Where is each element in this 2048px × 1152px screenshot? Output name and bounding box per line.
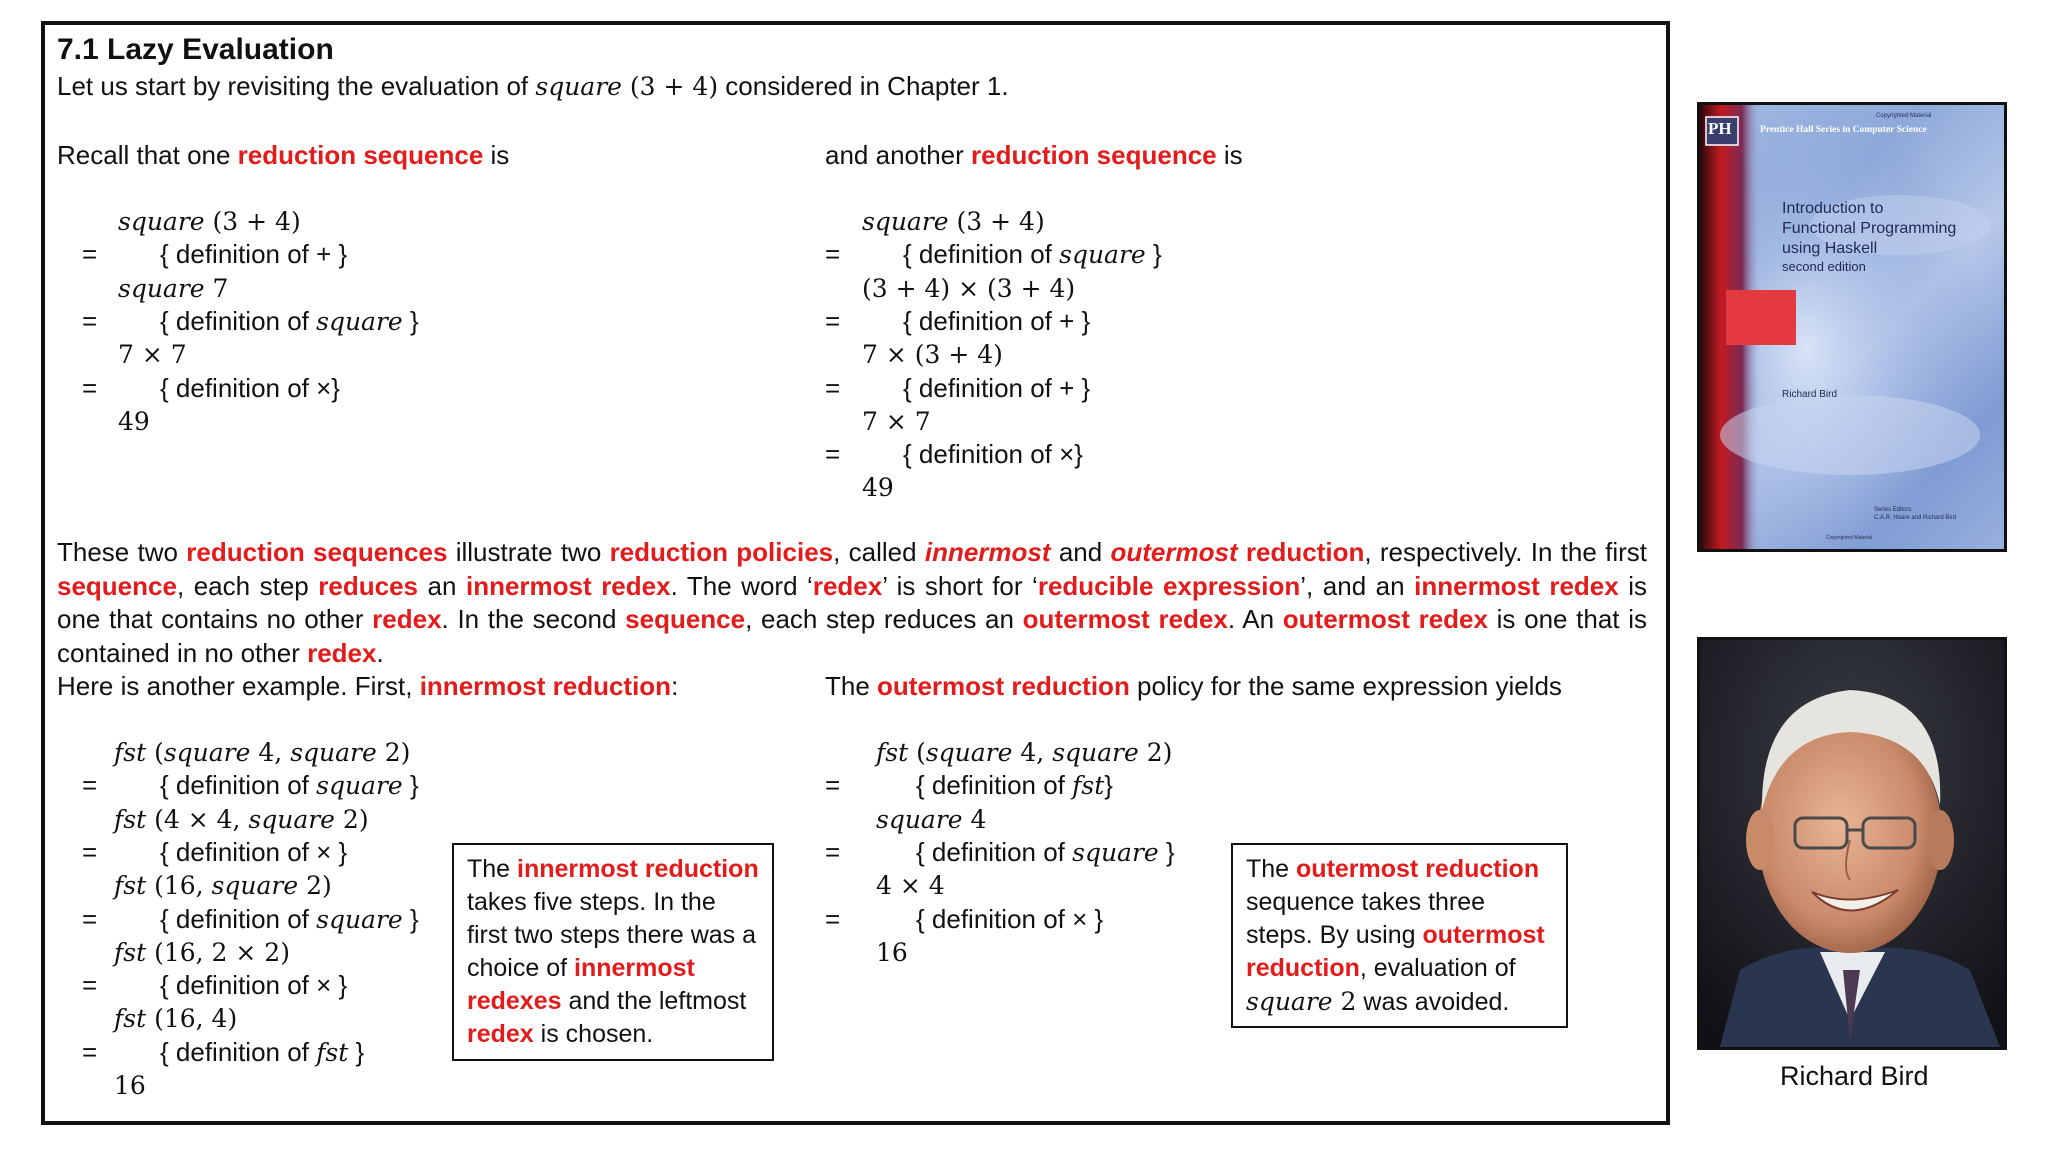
math-token: square (316, 306, 403, 336)
cover-title-line-1: Introduction to (1782, 200, 1884, 217)
text-run: and (1050, 537, 1111, 567)
cover-author: Richard Bird (1782, 389, 1838, 400)
left-header-pre: Recall that one (57, 140, 238, 170)
math-token: { definition of ×} (160, 372, 340, 403)
equals-sign: = (82, 239, 98, 270)
math-token: { definition of × } (160, 970, 348, 1001)
math-token: { definition of (916, 770, 1073, 801)
math-token: 49 (862, 473, 894, 503)
text-run: . The word ‘ (670, 570, 813, 601)
math-token: { definition of + } (903, 305, 1091, 336)
derivation-hint (160, 836, 347, 869)
math-token: 4, (1012, 738, 1053, 767)
derivation-hint (160, 305, 419, 338)
derivation-hint (903, 372, 1090, 405)
cover-art (1700, 105, 2004, 549)
math-token: } (1158, 836, 1175, 867)
derivation-expression (876, 803, 986, 836)
math-token: square (118, 207, 205, 236)
derivation-hint (903, 305, 1090, 338)
derivation-expression (114, 869, 332, 902)
derivation-expression (118, 272, 228, 305)
cover-title-line-3: using Haskell (1782, 240, 1878, 257)
intro-expr-fn: square (535, 72, 622, 101)
text-run: ’ is short for ‘ (882, 570, 1038, 601)
highlighted-term: sequence (625, 604, 746, 634)
text-run (1238, 537, 1246, 567)
derivation-expression (118, 205, 301, 238)
math-token: fst (876, 738, 909, 767)
text-run: , each step (176, 570, 319, 601)
text-run: The (467, 855, 518, 883)
intro-expr-arg: (3 + 4) (621, 72, 719, 101)
text-run: ’, and an (1300, 570, 1415, 601)
equals-sign: = (825, 770, 841, 801)
highlighted-term: reduction (1245, 537, 1365, 567)
highlighted-term: redex (812, 570, 883, 601)
highlighted-term: outermost redex (1282, 604, 1488, 634)
math-token: (3 + 4) (948, 207, 1045, 236)
math-token: 4 (962, 804, 987, 834)
math-token: square (1072, 837, 1159, 867)
equals-sign: = (825, 305, 841, 336)
highlighted-term: outermost (1110, 537, 1238, 567)
derivation-expression (862, 272, 1075, 305)
math-token: fst (1072, 771, 1105, 801)
derivation-hint (903, 238, 1162, 271)
highlighted-term: innermost redex (1414, 570, 1619, 601)
math-token: } (1104, 770, 1113, 801)
math-token: 2) (376, 738, 411, 767)
derivation-expression (862, 205, 1045, 238)
derivation-expression (862, 405, 931, 438)
cover-logo: PH (1708, 119, 1732, 138)
equals-sign: = (825, 372, 841, 403)
derivation-expression (114, 1069, 146, 1102)
math-token: fst (114, 804, 147, 834)
explanation-paragraph (57, 536, 1647, 670)
equals-sign: = (82, 305, 98, 336)
section-title: 7.1 Lazy Evaluation (57, 33, 334, 66)
derivation-hint (160, 372, 340, 405)
derivation-expression (876, 736, 1172, 769)
derivation-hint (160, 238, 347, 271)
cover-editors-label: Series Editors (1874, 507, 1912, 513)
math-token: (16, 4) (146, 1004, 238, 1034)
text-run: The (1246, 855, 1297, 883)
example-left-term: innermost reduction (419, 671, 672, 701)
highlighted-term: redex (467, 1020, 534, 1048)
math-token: 2) (334, 804, 369, 834)
derivation-hint (916, 903, 1103, 936)
left-header-post: is (483, 140, 510, 170)
math-token: 49 (118, 406, 150, 436)
equals-sign: = (825, 836, 841, 867)
math-token: 7 × 7 (118, 340, 187, 370)
text-run: an (418, 570, 466, 601)
derivation-expression (114, 803, 369, 836)
derivation-expression (876, 936, 908, 969)
math-token: (3 + 4) (204, 207, 301, 236)
highlighted-term: sequence (57, 570, 177, 601)
cover-editors: C.A.R. Hoare and Richard Bird (1874, 515, 1957, 521)
math-token: (4 × 4, (146, 804, 249, 834)
note-outermost (1231, 843, 1568, 1028)
math-token: { definition of × } (160, 836, 348, 867)
author-portrait-photo (1697, 637, 2007, 1050)
math-token: 2) (1138, 738, 1173, 767)
math-token: { definition of + } (903, 372, 1091, 403)
math-token: square (316, 904, 403, 934)
cover-bottom-text: Copyrighted Material (1826, 535, 1873, 541)
derivation-expression (118, 405, 150, 438)
text-run: , called (833, 537, 925, 567)
highlighted-term: innermost redex (465, 570, 671, 601)
example-left-pre: Here is another example. First, (57, 671, 420, 701)
right-header (825, 139, 1243, 172)
text-run: . In the second (441, 604, 626, 634)
text-run: is chosen. (533, 1020, 654, 1048)
math-token: } (402, 903, 419, 934)
highlighted-term: innermost (924, 537, 1051, 567)
text-run: , each step reduces an (745, 604, 1023, 634)
highlighted-term: innermost (574, 954, 695, 982)
cover-copyright: Copyrighted Material (1876, 113, 1932, 119)
derivation-expression (114, 936, 290, 969)
derivation-expression (862, 338, 1003, 371)
derivation-hint (160, 769, 419, 802)
text-run: is one that is contained in no other (57, 604, 1647, 668)
math-token: } (402, 770, 419, 801)
example-right-term: outermost reduction (877, 671, 1130, 701)
math-token: { definition of (160, 770, 317, 801)
highlighted-term: 2 (1332, 987, 1357, 1016)
derivation-hint (160, 1036, 364, 1069)
left-header (57, 139, 509, 172)
intro-post: considered in Chapter 1. (718, 71, 1009, 101)
math-token: square (290, 738, 377, 767)
math-token: 4 × 4 (876, 871, 945, 901)
math-token: square (211, 871, 299, 901)
text-run: and the leftmost (561, 987, 747, 1015)
derivation-expression (118, 338, 187, 371)
derivation-hint (160, 969, 347, 1002)
example-right-post: policy for the same expression yields (1129, 671, 1562, 701)
highlighted-term: reduces (318, 570, 419, 601)
text-run: These two (57, 537, 187, 567)
math-token: } (1145, 239, 1162, 270)
math-token: fst (114, 738, 147, 767)
highlighted-term: innermost reduction (517, 855, 759, 883)
text-run: . An (1227, 604, 1283, 634)
math-token: ( (908, 738, 926, 767)
note-innermost (452, 843, 774, 1061)
math-token: } (402, 305, 419, 336)
highlighted-term: reduction policies (609, 537, 834, 567)
derivation-hint (903, 438, 1083, 471)
math-token: square (925, 738, 1013, 767)
math-token: ( (146, 738, 164, 767)
math-token: square (1052, 738, 1139, 767)
math-token: square (163, 738, 251, 767)
intro-pre: Let us start by revisiting the evaluation of (57, 71, 536, 101)
math-token: } (348, 1036, 365, 1067)
book-cover-image (1697, 102, 2007, 552)
text-run: is one that contains no other (57, 570, 1648, 634)
portrait-caption: Richard Bird (1780, 1061, 1929, 1091)
equals-sign: = (82, 770, 98, 801)
cover-title-line-2: Functional Programming (1782, 220, 1957, 237)
text-run: illustrate two (447, 537, 610, 567)
math-token: square (876, 804, 963, 834)
example-left-post: : (671, 671, 679, 701)
derivation-expression (862, 471, 894, 504)
math-token: fst (316, 1037, 349, 1067)
math-token: { definition of (160, 1036, 317, 1067)
math-token: 16 (114, 1071, 146, 1100)
math-token: 16 (876, 937, 908, 967)
math-token: { definition of (916, 836, 1073, 867)
equals-sign: = (825, 239, 841, 270)
highlighted-term: redex (372, 604, 442, 634)
math-token: fst (114, 871, 147, 901)
math-token: { definition of (903, 239, 1060, 270)
math-token: (3 + 4) × (3 + 4) (862, 273, 1076, 303)
equals-sign: = (825, 903, 841, 934)
equals-sign: = (82, 1036, 98, 1067)
equals-sign: = (82, 836, 98, 867)
example-right-header (825, 670, 1562, 703)
highlighted-term: redex (307, 637, 377, 668)
math-token: 2) (298, 871, 332, 901)
highlighted-term: reduction sequences (186, 537, 448, 567)
math-token: fst (114, 937, 147, 967)
cover-series: Prentice Hall Series in Computer Science (1760, 125, 1927, 135)
text-run: takes five steps. In the first two steps there was a choice of (467, 888, 757, 982)
math-token: { definition of (160, 305, 317, 336)
highlighted-term: outermost reduction (1246, 921, 1545, 982)
math-token: 7 × (3 + 4) (862, 340, 1003, 370)
math-token: 4, (250, 738, 291, 767)
text-run: , evaluation of (1359, 954, 1516, 982)
equals-sign: = (825, 439, 841, 470)
derivation-hint (916, 836, 1175, 869)
portrait-drawing (1700, 640, 2004, 1047)
highlighted-term: redexes (467, 987, 562, 1015)
math-token: square (248, 804, 335, 834)
example-left-header (57, 670, 678, 703)
right-header-pre: and another (825, 140, 972, 170)
math-token: square (316, 771, 403, 801)
cover-edition: second edition (1782, 259, 1866, 274)
math-token: 7 × 7 (862, 406, 931, 436)
text-run: . (376, 637, 384, 668)
equals-sign: = (82, 903, 98, 934)
equals-sign: = (82, 970, 98, 1001)
right-header-term: reduction sequence (971, 140, 1217, 170)
left-header-term: reduction sequence (237, 140, 484, 170)
math-token: (16, (146, 871, 212, 901)
example-right-pre: The (825, 671, 878, 701)
intro-line (57, 70, 1009, 103)
equals-sign: = (82, 372, 98, 403)
math-token: { definition of + } (160, 239, 348, 270)
text-run: was avoided. (1356, 988, 1510, 1016)
derivation-expression (114, 1002, 237, 1035)
math-token: square (862, 207, 949, 236)
math-token: { definition of × } (916, 903, 1104, 934)
derivation-expression (114, 736, 410, 769)
math-token: square (1059, 240, 1146, 270)
cover-title (1782, 199, 1956, 259)
math-token: fst (114, 1004, 147, 1034)
math-token: { definition of (160, 903, 317, 934)
derivation-hint (916, 769, 1113, 802)
highlighted-term: reducible expression (1037, 570, 1301, 601)
math-token: 7 (204, 273, 229, 303)
highlighted-term: outermost redex (1022, 604, 1228, 634)
text-run: , respectively. In the first (1364, 537, 1647, 567)
math-token: (16, 2 × 2) (146, 937, 290, 967)
derivation-hint (160, 903, 419, 936)
math-token: square (118, 273, 205, 303)
highlighted-term: square (1246, 987, 1333, 1016)
highlighted-term: outermost reduction (1296, 855, 1540, 883)
derivation-expression (876, 869, 945, 902)
text-run: sequence takes three steps. By using (1246, 888, 1486, 949)
math-token: { definition of ×} (903, 439, 1083, 470)
right-header-post: is (1216, 140, 1243, 170)
